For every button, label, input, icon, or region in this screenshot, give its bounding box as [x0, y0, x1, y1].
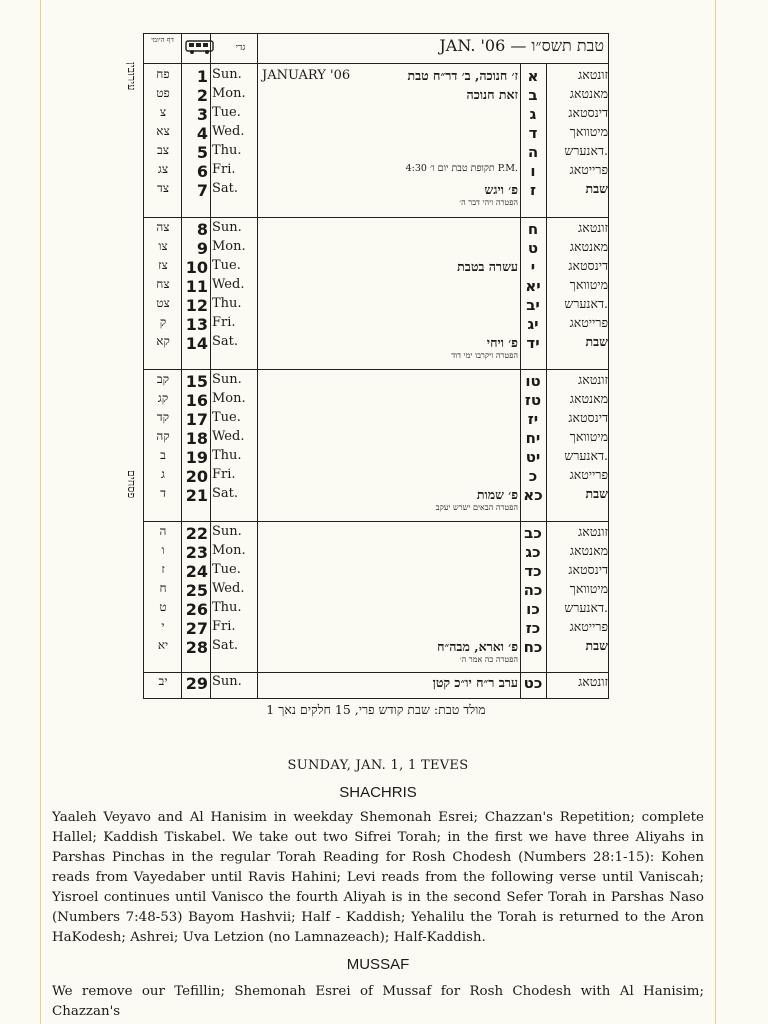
hebrew-date: יז — [527, 410, 539, 428]
week-divider — [144, 369, 608, 370]
month-label: JANUARY '06 — [262, 68, 351, 83]
calendar-event: ז׳ חנוכה, ב׳ דר״ח טבת — [407, 68, 518, 83]
hebrew-date: ט — [527, 239, 539, 257]
yiddish-day: מיטוואך — [569, 124, 608, 139]
day-number: 23 — [185, 543, 208, 562]
hebrew-date: כח — [523, 638, 543, 656]
day-of-week: Sun. — [212, 220, 242, 235]
yiddish-day: מיטוואך — [569, 429, 608, 444]
side-label-eruvin: עירובין — [125, 62, 138, 91]
daf-yomi-cell: צו — [158, 239, 168, 253]
yiddish-day: פרייטאג — [569, 619, 608, 634]
shachris-paragraph: Yaaleh Veyavo and Al Hanisim in weekday Shemonah Esrei; Chazzan's Repetition; complete Hallel; Kaddish Tiskabel. We take out two Sifrei Torah; in the first we have three Aliyahs in Parshas Pinchas in the regular Torah Reading for Rosh Chodesh (Numbers 28:1-15): Kohen reads from Vayedaber until Ravis Hahini; Levi reads from the following verse until Vaniscah; Yisroel continues until Vanisco the fourth Aliyah is in the second Sefer Torah in Parshas Naso (Numbers 7:48-53) Bayom Hashvii; Half - Kaddish; Yehalilu the Torah is returned to the Aron HaKodesh; Ashrei; Uva Letzion (no Lamnazeach); Half-Kaddish. — [52, 810, 704, 945]
yiddish-day: דינסטאג — [568, 410, 608, 425]
calendar-event: הפטרה ויקרבו ימי דוד — [451, 351, 518, 360]
yiddish-day: זונטאג — [578, 524, 608, 539]
daf-yomi-cell: קא — [156, 334, 170, 348]
day-of-week: Thu. — [212, 296, 242, 311]
mussaf-heading: MUSSAF — [346, 956, 410, 973]
day-number: 15 — [185, 372, 208, 391]
day-of-week: Mon. — [212, 239, 246, 254]
yiddish-day: דאנערש. — [564, 143, 608, 158]
day-number: 5 — [196, 143, 208, 162]
day-of-week: Sun. — [212, 524, 242, 539]
day-of-week: Tue. — [212, 105, 241, 120]
day-number: 24 — [185, 562, 208, 581]
daf-yomi-cell: ק — [159, 315, 167, 329]
day-of-week: Fri. — [212, 315, 236, 330]
day-number: 26 — [185, 600, 208, 619]
day-of-week: Fri. — [212, 467, 236, 482]
day-number: 13 — [185, 315, 208, 334]
week-divider — [144, 521, 608, 522]
day-of-week: Mon. — [212, 86, 246, 101]
daf-yomi-cell: ז — [161, 562, 165, 576]
yiddish-day: זונטאג — [578, 67, 608, 82]
yiddish-day: דינסטאג — [568, 105, 608, 120]
day-number: 11 — [185, 277, 208, 296]
molad-line: מולד טבת: שבת קודש פרי, 15 חלקים נאך 1 — [266, 702, 486, 717]
hebrew-date: כ — [528, 467, 538, 485]
page-margin-right — [715, 0, 768, 1024]
day-number: 9 — [196, 239, 208, 258]
week-divider — [144, 672, 608, 673]
yiddish-day: פרייטאג — [569, 162, 608, 177]
yiddish-day: פרייטאג — [569, 315, 608, 330]
calendar-event: פ׳ וארא, מבה״ח — [437, 639, 518, 654]
hebrew-date: כג — [525, 543, 541, 561]
calendar-event: הפטרה ויהי דבר ה׳ — [459, 198, 518, 207]
daf-yomi-cell: ב — [160, 448, 166, 462]
daf-yomi-cell: פט — [156, 86, 170, 100]
yiddish-day: מאנטאג — [569, 239, 608, 254]
daf-yomi-cell: צז — [158, 258, 168, 272]
day-number: 2 — [196, 86, 208, 105]
hebrew-date: כד — [524, 562, 542, 580]
day-number: 14 — [185, 334, 208, 353]
day-of-week: Sun. — [212, 372, 242, 387]
day-of-week: Sat. — [212, 334, 239, 349]
day-number: 4 — [196, 124, 208, 143]
day-number: 28 — [185, 638, 208, 657]
day-of-week: Wed. — [212, 581, 245, 596]
yiddish-day: זונטאג — [578, 674, 608, 689]
calendar-table — [143, 33, 609, 699]
hebrew-date: ו — [530, 162, 536, 180]
day-number: 1 — [196, 67, 208, 86]
hebrew-date: ב — [528, 86, 538, 104]
hebrew-date: טו — [525, 372, 541, 390]
yiddish-day: דאנערש. — [564, 448, 608, 463]
calendar-event: ערב ר״ח יו״כ קטן — [432, 675, 518, 690]
daf-yomi-cell: קד — [156, 410, 170, 424]
yiddish-day: דינסטאג — [568, 258, 608, 273]
calendar-event: זאת חנוכה — [466, 87, 518, 102]
shachris-heading: SHACHRIS — [339, 784, 417, 801]
daf-yomi-cell: ה — [159, 524, 167, 538]
day-of-week: Fri. — [212, 619, 236, 634]
hebrew-date: כט — [523, 674, 543, 692]
yiddish-day: דינסטאג — [568, 562, 608, 577]
hebrew-date: יב — [526, 296, 540, 314]
hebrew-date: יג — [527, 315, 539, 333]
hebrew-date: ז — [529, 181, 536, 199]
day-of-week: Thu. — [212, 448, 242, 463]
daf-yomi-cell: פח — [156, 67, 170, 81]
yiddish-day: זונטאג — [578, 220, 608, 235]
yiddish-day: שבת — [585, 486, 608, 501]
yiddish-day: שבת — [585, 181, 608, 196]
daf-yomi-cell: ד — [160, 486, 166, 500]
hebrew-date: יד — [526, 334, 540, 352]
hebrew-date: יח — [525, 429, 541, 447]
yiddish-day: מאנטאג — [569, 543, 608, 558]
day-number: 29 — [185, 674, 208, 693]
calendar-event: הפטרה כה אמר ה׳ — [459, 655, 518, 664]
daf-yomi-cell: קה — [156, 429, 170, 443]
day-number: 27 — [185, 619, 208, 638]
daf-yomi-cell: צ — [159, 105, 167, 119]
yiddish-day: מיטוואך — [569, 277, 608, 292]
hebrew-date: ה — [527, 143, 539, 161]
daf-yomi-cell: ו — [161, 543, 165, 557]
divider — [210, 34, 211, 698]
day-number: 25 — [185, 581, 208, 600]
day-of-week: Sun. — [212, 674, 242, 689]
calendar-event: פ׳ ויחי — [486, 335, 518, 350]
daf-yomi-cell: קב — [156, 372, 170, 386]
day-number: 3 — [196, 105, 208, 124]
day-number: 17 — [185, 410, 208, 429]
day-of-week: Sat. — [212, 181, 239, 196]
day-of-week: Tue. — [212, 258, 241, 273]
daf-yomi-cell: י — [161, 619, 165, 633]
yiddish-day: מאנטאג — [569, 391, 608, 406]
calendar-header — [144, 34, 608, 64]
day-number: 10 — [185, 258, 208, 277]
day-number: 6 — [196, 162, 208, 181]
yiddish-day: שבת — [585, 638, 608, 653]
hebrew-date: י — [530, 258, 536, 276]
daf-yomi-cell: צד — [156, 181, 170, 195]
daf-yomi-cell: צא — [156, 124, 170, 138]
day-of-week: Thu. — [212, 143, 242, 158]
day-of-week: Sat. — [212, 638, 239, 653]
yiddish-day: זונטאג — [578, 372, 608, 387]
yiddish-day: שבת — [585, 334, 608, 349]
hebrew-date: ד — [528, 124, 538, 142]
day-number: 16 — [185, 391, 208, 410]
daf-yomi-cell: צה — [156, 220, 170, 234]
calendar-event: תקופת טבת יום ו׳ 4:30 P.M. — [405, 163, 518, 174]
gadi-label: גדי — [235, 43, 246, 53]
daf-yomi-label: דף היומי — [151, 36, 174, 44]
day-of-week: Wed. — [212, 429, 245, 444]
calendar-event: פ׳ ויגש — [484, 182, 518, 197]
day-number: 12 — [185, 296, 208, 315]
daf-yomi-cell: צג — [157, 162, 169, 176]
day-number: 22 — [185, 524, 208, 543]
day-of-week: Sat. — [212, 486, 239, 501]
yiddish-day: דאנערש. — [564, 296, 608, 311]
yiddish-day: דאנערש. — [564, 600, 608, 615]
daf-yomi-cell: ט — [159, 600, 167, 614]
day-number: 19 — [185, 448, 208, 467]
daf-yomi-cell: קג — [157, 391, 169, 405]
calendar-event: הפטרה הבאים ישרש יעקב — [435, 503, 518, 512]
side-label-pesachim: פסחים — [125, 470, 138, 499]
page-margin-left — [0, 0, 41, 1024]
hebrew-date: כה — [523, 581, 543, 599]
yiddish-day: פרייטאג — [569, 467, 608, 482]
daf-yomi-cell: צט — [156, 296, 170, 310]
day-of-week: Mon. — [212, 391, 246, 406]
daf-yomi-cell: צח — [156, 277, 170, 291]
day-of-week: Wed. — [212, 124, 245, 139]
week-divider — [144, 217, 608, 218]
day-number: 20 — [185, 467, 208, 486]
day-of-week: Thu. — [212, 600, 242, 615]
hebrew-date: יא — [525, 277, 541, 295]
date-heading: SUNDAY, JAN. 1, 1 TEVES — [287, 758, 469, 773]
day-number: 21 — [185, 486, 208, 505]
daf-yomi-cell: ח — [159, 581, 167, 595]
hebrew-date: ג — [529, 105, 537, 123]
page-title: JAN. '06 — טבת תשס״ו — [439, 36, 604, 55]
day-number: 18 — [185, 429, 208, 448]
day-number: 7 — [196, 181, 208, 200]
day-of-week: Sun. — [212, 67, 242, 82]
day-of-week: Tue. — [212, 562, 241, 577]
day-of-week: Tue. — [212, 410, 241, 425]
hebrew-date: ח — [527, 220, 539, 238]
daf-yomi-cell: יב — [158, 674, 168, 688]
day-of-week: Mon. — [212, 543, 246, 558]
hebrew-date: כז — [525, 619, 541, 637]
yiddish-day: מיטוואך — [569, 581, 608, 596]
day-number: 8 — [196, 220, 208, 239]
daf-yomi-cell: ג — [161, 467, 165, 481]
calendar-event: פ׳ שמות — [476, 487, 518, 502]
divider — [520, 63, 521, 698]
day-of-week: Wed. — [212, 277, 245, 292]
day-of-week: Fri. — [212, 162, 236, 177]
hebrew-date: כו — [526, 600, 540, 618]
hebrew-date: א — [527, 67, 539, 85]
daf-yomi-cell: צב — [156, 143, 170, 157]
hebrew-date: טז — [524, 391, 542, 409]
daf-yomi-cell: יא — [157, 638, 169, 652]
calendar-event: עשרה בטבת — [457, 259, 518, 274]
yiddish-day: מאנטאג — [569, 86, 608, 101]
hebrew-date: כא — [523, 486, 543, 504]
mussaf-paragraph: We remove our Tefillin; Shemonah Esrei of Mussaf for Rosh Chodesh with Al Hanisim; Chazzan's — [52, 984, 704, 1019]
hebrew-date: יט — [525, 448, 541, 466]
hebrew-date: כב — [524, 524, 542, 542]
